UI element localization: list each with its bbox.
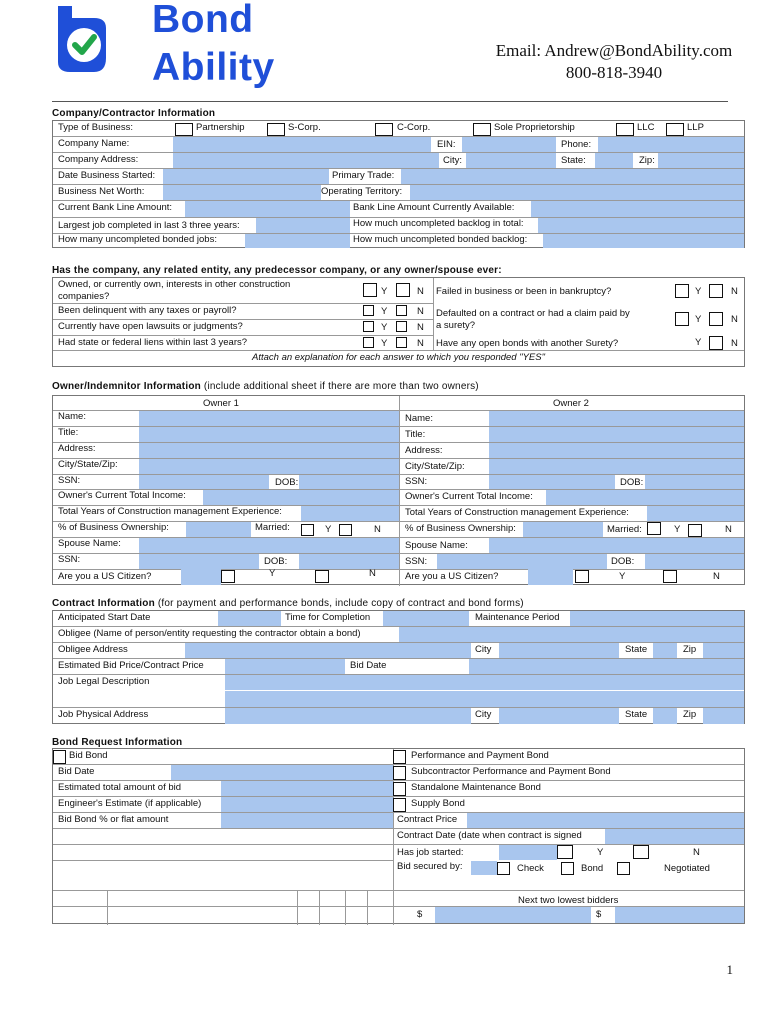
sole-proprietorship-checkbox[interactable] (473, 123, 491, 136)
yes-label: Y (381, 338, 388, 349)
owner2-dob-field[interactable] (645, 475, 744, 489)
zip-label: Zip: (639, 155, 655, 166)
s-corp-label: S-Corp. (288, 122, 321, 133)
job-started-no-checkbox[interactable] (633, 845, 649, 859)
job-started-field[interactable] (499, 845, 557, 860)
owner1-spouse-dob-field[interactable] (299, 554, 399, 569)
time-completion-label: Time for Completion (285, 612, 371, 623)
brand-name-line1: Bond (152, 0, 254, 41)
no-label: N (731, 314, 738, 325)
owner2-address-field[interactable] (489, 443, 744, 458)
owner1-citizen-no-checkbox[interactable] (315, 570, 329, 583)
defaulted-yes-checkbox[interactable] (675, 312, 689, 326)
engineers-estimate-field[interactable] (221, 797, 393, 812)
owner2-ssn-label: SSN: (405, 476, 428, 487)
bid-bond-pct-field[interactable] (221, 813, 393, 828)
maintenance-bond-checkbox[interactable] (393, 782, 406, 796)
yes-label: Y (695, 337, 702, 348)
bid-date-field[interactable] (469, 659, 744, 674)
contact-info (484, 40, 744, 84)
no-label: N (693, 847, 700, 858)
job-city-label: City (475, 709, 492, 720)
owner2-spouse-dob-field[interactable] (645, 554, 744, 569)
page-number: 1 (726, 962, 733, 977)
next-two-bidders-label: Next two lowest bidders (518, 895, 619, 906)
open-bonds-no-checkbox[interactable] (709, 336, 723, 350)
ein-label: EIN: (437, 139, 456, 150)
c-corp-checkbox[interactable] (375, 123, 393, 136)
bond-checkbox[interactable] (561, 862, 574, 875)
company-section-title: Company/Contractor Information (52, 108, 216, 119)
owner1-ssn-field[interactable] (139, 475, 269, 489)
contract-date-field[interactable] (605, 829, 744, 844)
owner1-married-label: Married: (255, 522, 290, 533)
yes-label: Y (381, 306, 388, 317)
contract-price-field[interactable] (467, 813, 744, 828)
bidder1-dollar-label: $ (417, 909, 423, 920)
phone-field[interactable] (598, 137, 744, 152)
owner1-spouse-dob-label: DOB: (264, 556, 288, 567)
owner2-header: Owner 2 (553, 398, 589, 409)
owner2-city-state-zip-field[interactable] (489, 459, 744, 474)
job-state-label: State (625, 709, 648, 720)
owner2-spouse-label: Spouse Name: (405, 540, 468, 551)
owner2-citizen-no-checkbox[interactable] (663, 570, 677, 583)
bond-ability-logo-icon (52, 2, 108, 72)
uncompleted-jobs-field[interactable] (245, 234, 350, 248)
negotiated-checkbox[interactable] (617, 862, 630, 875)
owner1-city-state-zip-field[interactable] (139, 459, 399, 474)
contract-price-label: Contract Price (397, 814, 458, 825)
subcontractor-bond-checkbox[interactable] (393, 766, 406, 780)
maintenance-label: Maintenance Period (475, 612, 560, 623)
bidder2-amount-field[interactable] (615, 907, 744, 923)
owner1-income-field[interactable] (203, 490, 399, 505)
owner1-married-no-checkbox[interactable] (339, 524, 352, 536)
owner1-citizen-label: Are you a US Citizen? (58, 571, 152, 582)
no-label: N (417, 286, 424, 297)
primary-trade-field[interactable] (401, 169, 744, 184)
uncompleted-backlog-label: How much uncompleted backlog in total: (353, 218, 524, 229)
owner1-dob-label: DOB: (275, 477, 299, 488)
owners-section (52, 395, 745, 585)
question-owned-interests-cont: companies? (58, 291, 110, 302)
subcontractor-bond-label: Subcontractor Performance and Payment Bond (411, 766, 611, 777)
job-zip-field[interactable] (703, 708, 744, 724)
owner2-ssn-field[interactable] (489, 475, 615, 489)
owner2-income-field[interactable] (546, 490, 744, 505)
state-field[interactable] (595, 153, 633, 168)
bid-date-label: Bid Date (350, 660, 387, 671)
header-divider (52, 101, 728, 102)
owner2-title-label: Title: (405, 429, 426, 440)
obligee-field[interactable] (399, 627, 744, 642)
owner2-ownership-field[interactable] (523, 522, 603, 537)
obligee-address-field[interactable] (185, 643, 471, 658)
phone-line: 800-818-3940 (565, 63, 663, 82)
bid-date-label: Bid Date (58, 766, 95, 777)
primary-trade-label: Primary Trade: (332, 170, 395, 181)
obligee-city-label: City (475, 644, 492, 655)
supply-bond-checkbox[interactable] (393, 798, 406, 812)
owner1-address-field[interactable] (139, 443, 399, 458)
owner1-ownership-label: % of Business Ownership: (58, 522, 169, 533)
owner2-married-label: Married: (607, 524, 642, 535)
no-label: N (731, 286, 738, 297)
owner2-title-field[interactable] (489, 427, 744, 442)
net-worth-label: Business Net Worth: (58, 186, 145, 197)
owner2-name-label: Name: (405, 413, 433, 424)
bond-label: Bond (581, 863, 604, 874)
yes-label: Y (695, 286, 702, 297)
question-defaulted-cont: a surety? (436, 320, 476, 331)
estimated-total-field[interactable] (221, 781, 393, 796)
question-liens: Had state or federal liens within last 3 years? (58, 337, 248, 348)
delinquent-no-checkbox[interactable] (396, 305, 407, 316)
owner2-income-label: Owner's Current Total Income: (405, 491, 533, 502)
owner1-ownership-field[interactable] (186, 522, 251, 537)
no-label: N (713, 571, 720, 582)
owner2-spouse-field[interactable] (489, 538, 744, 553)
bankruptcy-yes-checkbox[interactable] (675, 284, 689, 298)
yes-label: Y (381, 322, 388, 333)
owner2-spouse-ssn-field[interactable] (437, 554, 607, 569)
owner1-citizen-field[interactable] (181, 569, 221, 585)
question-delinquent-taxes: Been delinquent with any taxes or payroll? (58, 305, 237, 316)
owner2-dob-label: DOB: (620, 477, 644, 488)
job-started-label: Has job started: (397, 847, 464, 858)
owner1-spouse-ssn-field[interactable] (139, 554, 259, 569)
uncompleted-jobs-label: How many uncompleted bonded jobs: (58, 234, 217, 245)
check-label: Check (517, 863, 544, 874)
secured-by-label: Bid secured by: (397, 861, 463, 872)
secured-by-field[interactable] (471, 861, 497, 875)
owner1-name-label: Name: (58, 411, 86, 422)
uncompleted-bonded-backlog-label: How much uncompleted bonded backlog: (353, 234, 528, 245)
bidder2-dollar-label: $ (596, 909, 602, 920)
company-address-label: Company Address: (58, 154, 139, 165)
contract-title: Contract Information (52, 598, 155, 609)
owner1-spouse-label: Spouse Name: (58, 538, 121, 549)
no-label: N (369, 568, 376, 579)
no-label: N (725, 524, 732, 535)
llc-label: LLC (637, 122, 655, 133)
owners-title: Owner/Indemnitor Information (52, 381, 201, 392)
bid-date-field[interactable] (171, 765, 393, 780)
bond-request-section-title: Bond Request Information (52, 737, 183, 748)
owned-interests-yes-checkbox[interactable] (363, 283, 377, 297)
company-section (52, 120, 745, 248)
question-defaulted: Defaulted on a contract or had a claim paid by (436, 308, 630, 319)
question-open-lawsuits: Currently have open lawsuits or judgments? (58, 321, 243, 332)
owner2-citizen-field[interactable] (528, 569, 573, 585)
bid-bond-checkbox[interactable] (53, 750, 66, 764)
job-started-yes-checkbox[interactable] (557, 845, 573, 859)
company-name-label: Company Name: (58, 138, 130, 149)
physical-address-field[interactable] (225, 708, 471, 724)
no-label: N (417, 306, 424, 317)
email-line: Email: Andrew@BondAbility.com (495, 41, 733, 60)
largest-job-label: Largest job completed in last 3 three years: (58, 220, 240, 231)
no-label: N (417, 322, 424, 333)
bank-line-field[interactable] (185, 201, 350, 217)
owner1-spouse-field[interactable] (139, 538, 399, 553)
phone-label: Phone: (561, 139, 592, 150)
question-open-bonds: Have any open bonds with another Surety? (436, 338, 619, 349)
owner1-married-yes-checkbox[interactable] (301, 524, 314, 536)
no-label: N (417, 338, 424, 349)
owner2-address-label: Address: (405, 445, 443, 456)
partnership-checkbox[interactable] (175, 123, 193, 136)
legal-description-label: Job Legal Description (58, 676, 150, 687)
liens-yes-checkbox[interactable] (363, 337, 374, 348)
bid-price-field[interactable] (225, 659, 345, 674)
legal-description-field-2[interactable] (225, 691, 744, 707)
has-company-section (52, 277, 745, 367)
owner1-city-state-zip-label: City/State/Zip: (58, 459, 118, 470)
date-started-field[interactable] (163, 169, 329, 184)
defaulted-no-checkbox[interactable] (709, 312, 723, 326)
owner1-header: Owner 1 (203, 398, 239, 409)
yes-label: Y (619, 571, 626, 582)
job-zip-label: Zip (683, 709, 697, 720)
owner1-ssn-label: SSN: (58, 475, 81, 486)
owner1-address-label: Address: (58, 443, 96, 454)
bond-request-section (52, 748, 745, 924)
physical-address-label: Job Physical Address (58, 709, 149, 720)
largest-job-field[interactable] (256, 218, 350, 233)
contract-section (52, 610, 745, 724)
engineers-estimate-label: Engineer's Estimate (if applicable) (58, 798, 202, 809)
question-bankruptcy: Failed in business or been in bankruptcy? (436, 286, 612, 297)
owner2-spouse-ssn-label: SSN: (405, 556, 428, 567)
owned-interests-no-checkbox[interactable] (396, 283, 410, 297)
owner2-married-yes-checkbox[interactable] (647, 522, 661, 535)
owner1-experience-label: Total Years of Construction management Experience: (58, 506, 282, 517)
uncompleted-bonded-backlog-field[interactable] (543, 234, 744, 248)
s-corp-checkbox[interactable] (267, 123, 285, 136)
lawsuits-yes-checkbox[interactable] (363, 321, 374, 332)
company-name-field[interactable] (173, 137, 431, 152)
owner2-city-state-zip-label: City/State/Zip: (405, 461, 465, 472)
performance-payment-checkbox[interactable] (393, 750, 406, 764)
bid-bond-pct-label: Bid Bond % or flat amount (58, 814, 169, 825)
brand-name-line2: Ability (152, 46, 275, 89)
yes-label: Y (674, 524, 681, 535)
ein-field[interactable] (462, 137, 556, 152)
net-worth-field[interactable] (163, 185, 321, 200)
start-date-field[interactable] (218, 611, 281, 626)
owner2-name-field[interactable] (489, 411, 744, 426)
job-state-field[interactable] (653, 708, 677, 724)
owner2-ownership-label: % of Business Ownership: (405, 523, 516, 534)
supply-bond-label: Supply Bond (411, 798, 465, 809)
owner1-dob-field[interactable] (299, 475, 399, 489)
obligee-state-field[interactable] (653, 643, 677, 658)
owner2-citizen-yes-checkbox[interactable] (575, 570, 589, 583)
partnership-label: Partnership (196, 122, 245, 133)
maintenance-field[interactable] (570, 611, 744, 626)
yes-label: Y (269, 568, 276, 579)
estimated-total-label: Estimated total amount of bid (58, 782, 182, 793)
owner1-experience-field[interactable] (301, 506, 399, 521)
delinquent-yes-checkbox[interactable] (363, 305, 374, 316)
attach-explanation-note: Attach an explanation for each answer to which you responded "YES" (252, 352, 545, 363)
operating-territory-field[interactable] (410, 185, 744, 200)
llc-checkbox[interactable] (616, 123, 634, 136)
owner2-married-no-checkbox[interactable] (688, 524, 702, 537)
lawsuits-no-checkbox[interactable] (396, 321, 407, 332)
owner1-title-label: Title: (58, 427, 79, 438)
bankruptcy-no-checkbox[interactable] (709, 284, 723, 298)
no-label: N (374, 524, 381, 535)
date-started-label: Date Business Started: (58, 170, 156, 181)
owner1-name-field[interactable] (139, 411, 399, 426)
owner1-spouse-ssn-label: SSN: (58, 554, 81, 565)
obligee-state-label: State (625, 644, 648, 655)
sole-proprietorship-label: Sole Proprietorship (494, 122, 575, 133)
state-label: State: (561, 155, 586, 166)
yes-label: Y (325, 524, 332, 535)
no-label: N (731, 338, 738, 349)
bid-price-label: Estimated Bid Price/Contract Price (58, 660, 204, 671)
obligee-address-label: Obligee Address (58, 644, 128, 655)
uncompleted-backlog-field[interactable] (538, 218, 744, 233)
city-field[interactable] (466, 153, 556, 168)
company-address-field[interactable] (173, 153, 439, 168)
job-city-field[interactable] (499, 708, 619, 724)
start-date-label: Anticipated Start Date (58, 612, 151, 623)
bid-bond-label: Bid Bond (69, 750, 108, 761)
owners-section-title (52, 381, 479, 392)
yes-label: Y (695, 314, 702, 325)
owner1-title-field[interactable] (139, 427, 399, 442)
contract-date-label: Contract Date (date when contract is signed (397, 830, 582, 841)
owner2-experience-field[interactable] (647, 506, 744, 521)
obligee-zip-label: Zip (683, 644, 697, 655)
liens-no-checkbox[interactable] (396, 337, 407, 348)
performance-payment-label: Performance and Payment Bond (411, 750, 549, 761)
obligee-zip-field[interactable] (703, 643, 744, 658)
owners-title-note: (include additional sheet if there are more than two owners) (203, 381, 479, 392)
bank-line-available-field[interactable] (531, 201, 744, 217)
owner2-citizen-label: Are you a US Citizen? (405, 571, 499, 582)
maintenance-bond-label: Standalone Maintenance Bond (411, 782, 541, 793)
time-completion-field[interactable] (383, 611, 469, 626)
owner1-citizen-yes-checkbox[interactable] (221, 570, 235, 583)
owner2-experience-label: Total Years of Construction management Experience: (405, 507, 629, 518)
zip-field[interactable] (658, 153, 744, 168)
contract-title-note: (for payment and performance bonds, include copy of contract and bond forms) (157, 598, 524, 609)
obligee-label: Obligee (Name of person/entity requesting the contractor obtain a bond) (58, 628, 361, 639)
owner1-income-label: Owner's Current Total Income: (58, 490, 186, 501)
city-label: City: (443, 155, 462, 166)
bank-line-available-label: Bank Line Amount Currently Available: (353, 202, 515, 213)
operating-territory-label: Operating Territory: (321, 186, 403, 197)
owner2-spouse-dob-label: DOB: (611, 556, 635, 567)
legal-description-field-1[interactable] (225, 675, 744, 690)
type-of-business-label: Type of Business: (58, 122, 133, 133)
check-checkbox[interactable] (497, 862, 510, 875)
llp-checkbox[interactable] (666, 123, 684, 136)
question-owned-interests: Owned, or currently own, interests in other construction (58, 279, 291, 290)
negotiated-label: Negotiated (664, 863, 710, 874)
has-company-section-title: Has the company, any related entity, any predecessor company, or any owner/spouse ever: (52, 265, 502, 276)
contract-section-title (52, 598, 524, 609)
bank-line-label: Current Bank Line Amount: (58, 202, 173, 213)
bidder1-amount-field[interactable] (435, 907, 591, 923)
c-corp-label: C-Corp. (397, 122, 431, 133)
yes-label: Y (381, 286, 388, 297)
llp-label: LLP (687, 122, 704, 133)
yes-label: Y (597, 847, 604, 858)
obligee-city-field[interactable] (499, 643, 619, 658)
